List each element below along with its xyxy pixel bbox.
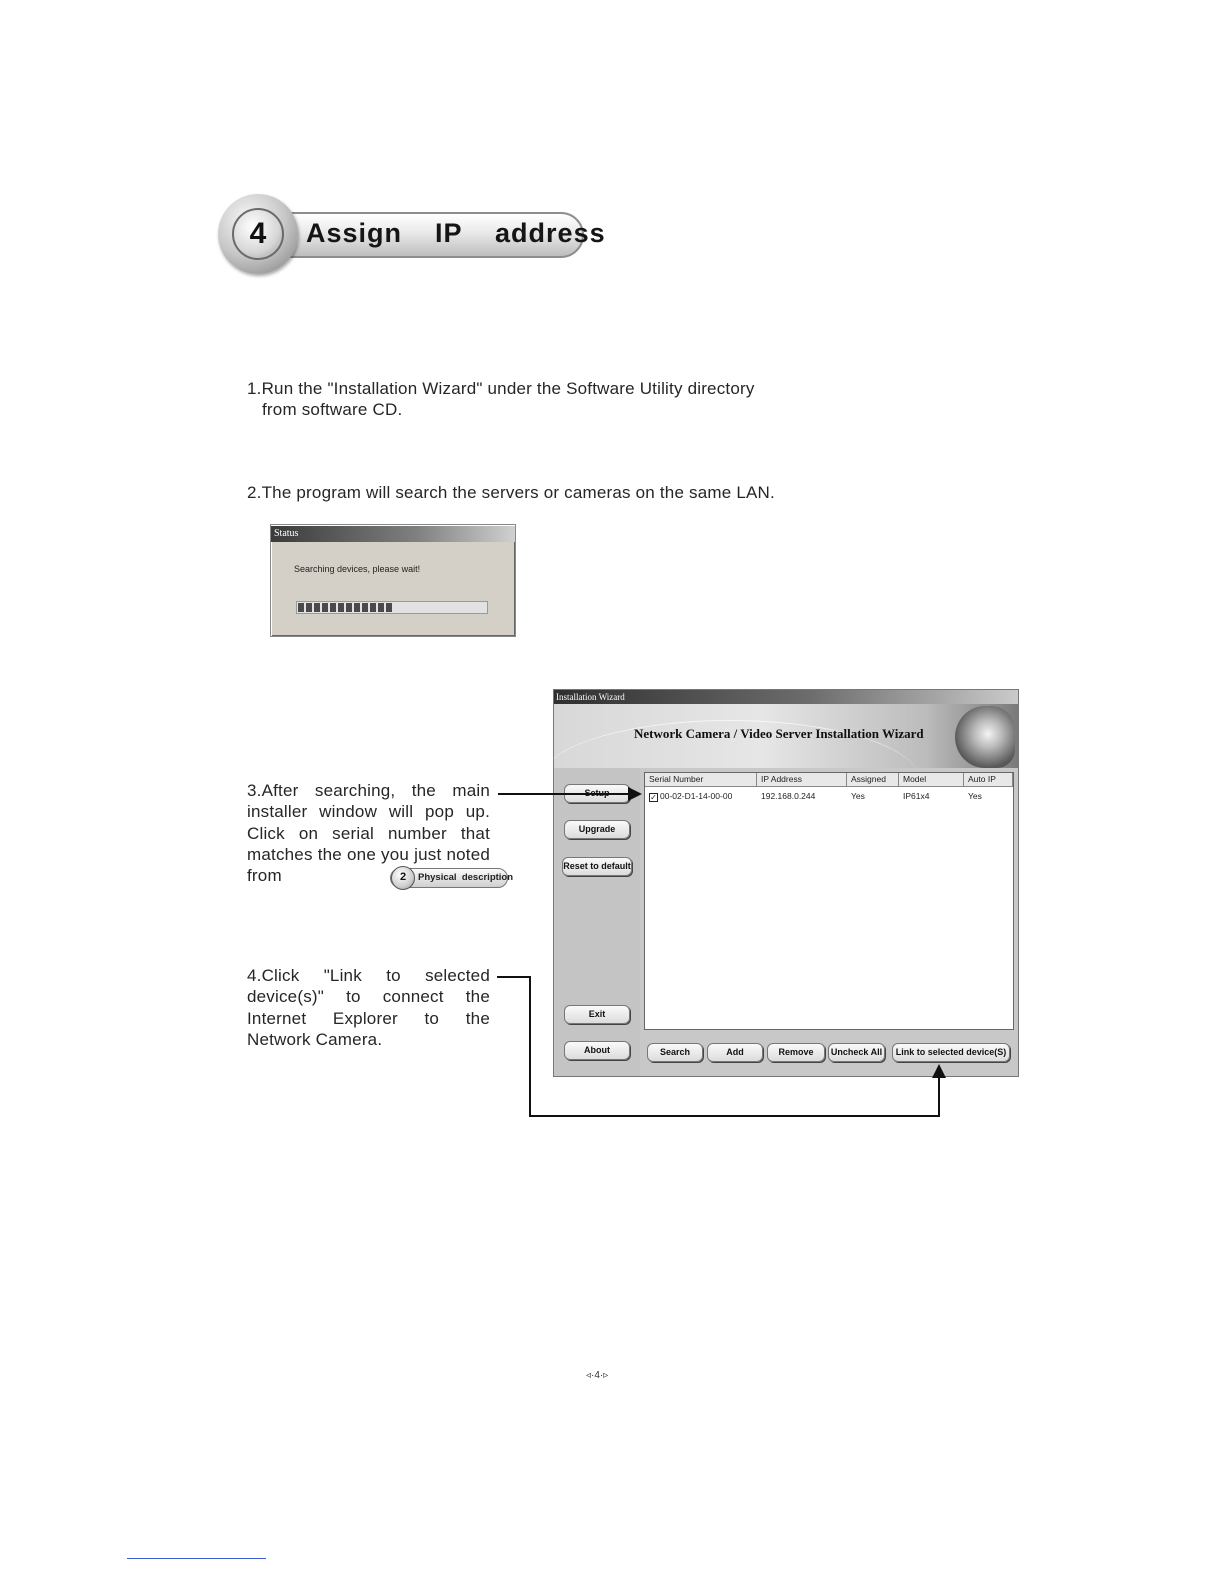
column-model[interactable]: Model [899,773,964,786]
section-number: 4 [232,208,284,260]
step-4-arrowhead-icon [932,1064,946,1078]
progress-segment [330,603,336,612]
page-number-value: 4 [594,1370,600,1381]
progress-segment [362,603,368,612]
column-serial-number[interactable]: Serial Number [645,773,757,786]
footer-rule [127,1558,266,1559]
reference-number: 2 [391,866,415,890]
wizard-side-panel [555,768,640,1076]
assigned-value: Yes [851,791,865,801]
banner-globe-icon [955,706,1015,768]
step-3-callout-line [498,793,632,795]
progress-segment [354,603,360,612]
step-3-text: 3.After searching, the main installer window will pop up. Click on serial number that matches the one you just noted from [247,781,490,886]
serial-number-value[interactable]: 00-02-D1-14-00-00 [660,791,733,801]
step-2-text: 2.The program will search the servers or cameras on the same LAN. [247,483,775,502]
status-dialog-title: Status [271,526,515,542]
about-button[interactable]: About [564,1041,630,1060]
status-message: Searching devices, please wait! [294,564,421,574]
wizard-heading: Network Camera / Video Server Installation Wizard [634,726,924,741]
progress-segment [386,603,392,612]
step-1-line-1: 1.Run the "Installation Wizard" under the Software Utility directory [247,379,755,398]
device-list [644,772,1014,1030]
step-4-callout-right [938,1074,940,1117]
page-number: ◃·4·▹ [586,1370,609,1381]
column-ip-address[interactable]: IP Address [757,773,847,786]
upgrade-button[interactable]: Upgrade [564,820,630,839]
step-1-line-2: from software CD. [262,400,403,419]
search-button[interactable]: Search [647,1043,703,1062]
model-value: IP61x4 [903,791,930,801]
search-progress-fill [298,603,398,612]
auto-ip-value: Yes [968,791,982,801]
device-list-header [645,773,1013,787]
remove-button[interactable]: Remove [767,1043,825,1062]
progress-segment [378,603,384,612]
ip-address-value: 192.168.0.244 [761,791,816,801]
progress-segment [314,603,320,612]
wizard-title-bar: Installation Wizard [554,690,1018,704]
step-4-callout-top [497,976,530,978]
progress-segment [322,603,328,612]
reference-label: Physical description [418,872,514,883]
step-4-text: 4.Click "Link to selected device(s)" to connect the Internet Explorer to the Network Camera. [247,966,490,1049]
section-title: Assign IP address [306,218,606,248]
exit-button[interactable]: Exit [564,1005,630,1024]
uncheck-all-button[interactable]: Uncheck All [828,1043,885,1062]
column-auto-ip[interactable]: Auto IP [964,773,1013,786]
step-4-callout-left [529,976,531,1116]
progress-segment [306,603,312,612]
column-assigned[interactable]: Assigned [847,773,899,786]
step-4-callout-bottom [529,1115,940,1117]
progress-segment [346,603,352,612]
add-button[interactable]: Add [707,1043,763,1062]
link-to-selected-device-button[interactable]: Link to selected device(S) [892,1043,1010,1062]
step-3-arrowhead-icon [628,787,642,801]
progress-segment [338,603,344,612]
device-row[interactable] [645,789,1013,803]
step-1-text [247,378,847,420]
progress-segment [370,603,376,612]
device-checkbox[interactable]: ✓ [650,793,657,802]
serial-cell [645,789,757,803]
reset-to-default-button[interactable]: Reset to default [562,857,632,876]
progress-segment [298,603,304,612]
